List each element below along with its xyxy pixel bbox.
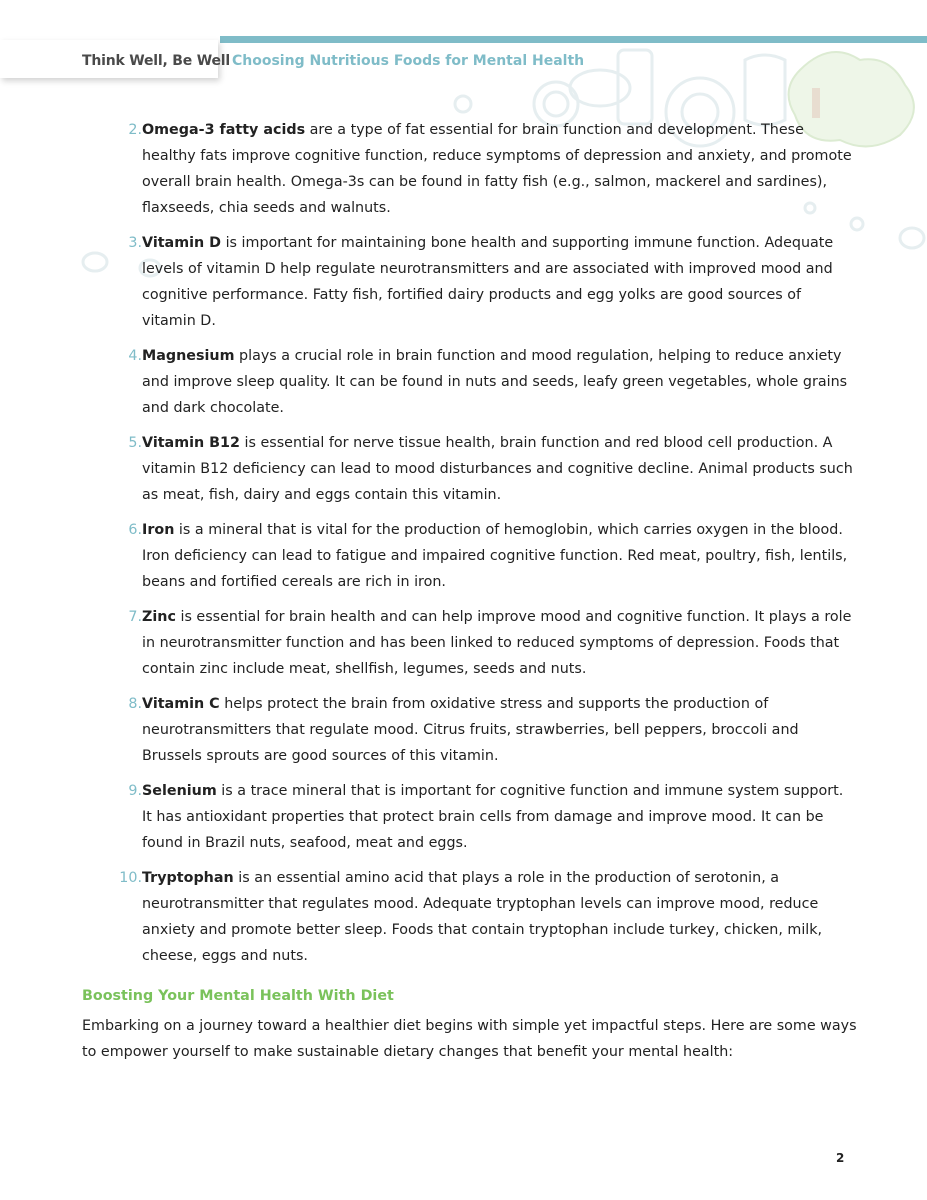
list-item: [82, 343, 857, 421]
list-number: 10.: [119, 870, 142, 886]
header-title: Choosing Nutritious Foods for Mental Health: [232, 53, 585, 69]
list-text: [142, 117, 857, 221]
nutrient-description: is essential for brain health and can help improve mood and cognitive function. It plays a role in neurotransmitter function and has been linked to reduced symptoms of depression. Foods that contain zinc include meat, shellfish, legumes, seeds and nuts.: [142, 609, 852, 677]
nutrient-term: Magnesium: [142, 348, 235, 364]
list-item: [82, 517, 857, 595]
list-number: 8.: [128, 696, 142, 712]
nutrient-description: are a type of fat essential for brain function and development. These healthy fats improve cognitive function, reduce symptoms of depression and anxiety, and promote overall brain health. Omega-3s can be found in fatty fish (e.g., salmon, mackerel and sardines), flaxseeds, chia seeds and walnuts.: [142, 122, 852, 216]
nutrient-list: [82, 117, 857, 978]
list-text: [142, 604, 857, 682]
nutrient-term: Vitamin D: [142, 235, 222, 251]
nutrient-term: Vitamin C: [142, 696, 220, 712]
page-number: 2: [836, 1151, 845, 1165]
nutrient-term: Omega-3 fatty acids: [142, 122, 306, 138]
nutrient-description: is a mineral that is vital for the production of hemoglobin, which carries oxygen in the blood. Iron deficiency can lead to fatigue and impaired cognitive function. Red meat, poultry, fish, lentils, beans and fortified cereals are rich in iron.: [142, 522, 848, 590]
section-heading: Boosting Your Mental Health With Diet: [82, 988, 394, 1004]
list-item: [82, 604, 857, 682]
list-item: [82, 691, 857, 769]
list-text: [142, 343, 857, 421]
brand-logo: Think Well, Be Well: [82, 53, 230, 69]
list-item: [82, 430, 857, 508]
list-number: 2.: [128, 122, 142, 138]
list-text: [142, 517, 857, 595]
list-text: [142, 865, 857, 969]
list-text: [142, 230, 857, 334]
nutrient-term: Tryptophan: [142, 870, 234, 886]
nutrient-description: is essential for nerve tissue health, brain function and red blood cell production. A vitamin B12 deficiency can lead to mood disturbances and cognitive decline. Animal products such as meat, fish, dairy and eggs contain this vitamin.: [142, 435, 853, 503]
list-text: [142, 778, 857, 856]
list-number: 7.: [128, 609, 142, 625]
nutrient-term: Zinc: [142, 609, 176, 625]
nutrient-description: is an essential amino acid that plays a role in the production of serotonin, a neurotransmitter that regulates mood. Adequate tryptophan levels can improve mood, reduce anxiety and promote better sleep. Foods that contain tryptophan include turkey, chicken, milk, cheese, eggs and nuts.: [142, 870, 823, 964]
list-number: 5.: [128, 435, 142, 451]
list-item: [82, 117, 857, 221]
nutrient-description: plays a crucial role in brain function and mood regulation, helping to reduce anxiety and improve sleep quality. It can be found in nuts and seeds, leafy green vegetables, whole grains and dark chocolate.: [142, 348, 848, 416]
list-number: 4.: [128, 348, 142, 364]
nutrient-description: is important for maintaining bone health and supporting immune function. Adequate levels of vitamin D help regulate neurotransmitters and are associated with improved mood and cognitive performance. Fatty fish, fortified dairy products and egg yolks are good sources of vitamin D.: [142, 235, 834, 329]
nutrient-term: Iron: [142, 522, 175, 538]
list-text: [142, 691, 857, 769]
header-accent-bar: [220, 36, 927, 43]
list-number: 9.: [128, 783, 142, 799]
list-item: [82, 865, 857, 969]
section-paragraph: Embarking on a journey toward a healthier diet begins with simple yet impactful steps. Here are some ways to empower yourself to make sustainable dietary changes that benefit your mental health:: [82, 1018, 857, 1060]
list-item: [82, 778, 857, 856]
nutrient-description: is a trace mineral that is important for cognitive function and immune system support. It has antioxidant properties that protect brain cells from damage and improve mood. It can be found in Brazil nuts, seafood, meat and eggs.: [142, 783, 844, 851]
nutrient-term: Vitamin B12: [142, 435, 240, 451]
list-number: 6.: [128, 522, 142, 538]
nutrient-term: Selenium: [142, 783, 217, 799]
list-text: [142, 430, 857, 508]
list-number: 3.: [128, 235, 142, 251]
nutrient-description: helps protect the brain from oxidative stress and supports the production of neurotransmitters that regulate mood. Citrus fruits, strawberries, bell peppers, broccoli and Brussels sprouts are good sources of this vitamin.: [142, 696, 799, 764]
list-item: [82, 230, 857, 334]
